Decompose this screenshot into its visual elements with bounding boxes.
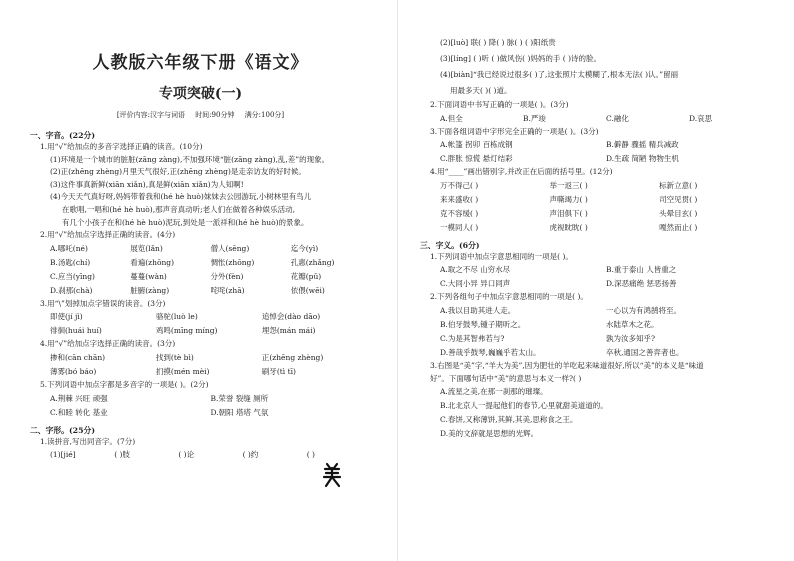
option: 卒秋,通国之善弈者也。 xyxy=(606,347,684,357)
option-row xyxy=(30,270,371,284)
option: B.僻静 骤摇 精兵减政 xyxy=(606,140,679,150)
option: 孔惠(zhǎng) xyxy=(290,257,335,267)
option: A.取之不尽 山穷水尽 xyxy=(440,265,511,275)
option: B.严竣 xyxy=(523,113,546,123)
option: C.大同小异 异口同声 xyxy=(440,279,511,289)
option: B.伯牙鼓琴,锺子期听之。 xyxy=(440,319,526,329)
question-line: 3.右图是“美”字,“羊大为美”,因为肥壮的羊吃起来味道很好,所以“美”的本义是“味道 xyxy=(430,360,704,370)
question-line: 好”。下面哪句话中“美”的意思与本义一样?( ) xyxy=(430,373,582,383)
option-row xyxy=(30,310,371,324)
option: ( )论 xyxy=(178,450,195,460)
question-line: (2)[luò] 联( ) 降( ) 脉( ) ( )阳纸贵 xyxy=(440,38,556,47)
question: 2.下列各组句子中加点字意思相同的一项是( )。 xyxy=(430,292,588,302)
option: D.深恶痛绝 惩恶扬善 xyxy=(606,279,677,289)
option: 克不容缓( ) xyxy=(440,208,479,218)
question-line: 在歌唱,一唱和(hé hè huò),那声音真动听;老人们在做着各种娱乐活动, xyxy=(62,204,296,214)
option-row xyxy=(430,332,772,346)
glyph-stroke xyxy=(332,477,339,486)
question: 2.用“√”给加点字选择正确的读音。(4分) xyxy=(40,230,176,240)
option: D.哀思 xyxy=(689,113,713,123)
option: 找到(tè bì) xyxy=(155,352,194,362)
question: 3.用“\”划掉加点字错误的读音。(3分) xyxy=(40,298,166,308)
option: C.融化 xyxy=(606,113,629,123)
option: 一模同人( ) xyxy=(440,222,479,232)
option: 举一返三( ) xyxy=(549,180,588,190)
option: B.北北京人一提起他们的春节,心里就甜美道道的。 xyxy=(440,401,608,411)
option: ( )约 xyxy=(242,450,259,460)
option: 水陆草木之花。 xyxy=(606,319,659,329)
option-row xyxy=(30,365,371,379)
option: 追悼会(dào dāo) xyxy=(261,312,321,322)
question-line: (3)这件事真新鲜(xiān xiǎn),真是鲜(xiān xiǎn)为人知啊! xyxy=(50,179,244,189)
mei-glyph-image xyxy=(322,462,342,488)
option: D.美的文辞就是思想的光辉。 xyxy=(440,429,539,439)
option: 惆怅(zhōng) xyxy=(210,257,255,267)
option-row xyxy=(430,193,772,207)
page-subtitle: 专项突破(一) xyxy=(158,86,243,102)
meta-content: [评价内容:汉字与词语 xyxy=(116,111,185,119)
option: C.应当(yīng) xyxy=(50,271,95,281)
option-row xyxy=(430,152,772,166)
option: A.流星之美,在那一刹那的璀璨。 xyxy=(440,387,548,397)
exam-meta xyxy=(30,110,371,120)
page-title: 人教版六年级下册《语文》 xyxy=(92,53,309,73)
section-heading: 三、字义。(6分) xyxy=(420,240,480,250)
option: D.朝阳 塔塔 气氛 xyxy=(210,407,269,417)
section-heading: 二、字形。(25分) xyxy=(30,425,96,435)
option-row xyxy=(30,392,371,406)
question-line: (4)[biàn]“我已经说过很多( )了,这张照片太模糊了,根本无法( )认。”留丽 xyxy=(440,70,679,79)
option-row xyxy=(430,318,772,332)
option-row xyxy=(430,179,772,193)
option: 即使(jí jì) xyxy=(50,312,83,322)
question-line: (3)[líng] ( )听 ( )做风伤( )妈妈的手 ( )诗的脸。 xyxy=(440,54,602,63)
option-row xyxy=(430,263,772,277)
right-page xyxy=(397,0,794,561)
option-row xyxy=(430,112,772,126)
option-row xyxy=(30,256,371,270)
option: 来来盛收( ) xyxy=(440,194,479,204)
question: 5.下列词语中加点字都是多音字的一项是( )。(2分) xyxy=(40,379,209,389)
option: 咤咤(zhā) xyxy=(210,285,245,295)
option: 鸡鸣(mīng míng) xyxy=(155,326,218,336)
option: D.刹那(chà) xyxy=(50,285,93,295)
option: A.哪吒(né) xyxy=(50,243,88,253)
option: A.帐篷 拐卯 百栋成钢 xyxy=(440,140,513,150)
option: ( ) xyxy=(306,450,315,460)
option: 僧人(sēng) xyxy=(210,243,250,253)
option: C.春饼,又称薄饼,其鲜,其美,思称食之王。 xyxy=(440,415,578,425)
section-heading: 一、字音。(22分) xyxy=(30,131,96,140)
option: 虎视眈眈( ) xyxy=(549,222,588,232)
question: 3.下面各组词语中字形完全正确的一项是( )。(3分) xyxy=(430,126,599,136)
option: 骆驼(luò le) xyxy=(155,312,198,322)
question-line: (2)正(zhēng zhèng)月里天气很好,正(zhēng zhèng)是走亲访友的好时候。 xyxy=(50,167,306,177)
option: 蔓蔓(wàn) xyxy=(130,271,167,281)
option: 薄雾(bó báo) xyxy=(50,366,97,376)
option: 扪摸(mén mèi) xyxy=(155,366,210,376)
question: 1.读拼音,写出同音字。(7分) xyxy=(40,436,136,446)
option: 头晕目玄( ) xyxy=(659,208,698,218)
glyph-stroke xyxy=(326,477,332,486)
question: 4.用“√”给加点字选择正确的读音。(3分) xyxy=(40,339,176,349)
mei-glyph-strokes xyxy=(324,464,340,486)
meta-score: 满分:100分] xyxy=(244,111,285,119)
option: 迄今(yì) xyxy=(290,243,319,253)
option-row xyxy=(30,284,371,298)
option: 徘徊(huái huí) xyxy=(50,326,102,336)
option: A.但全 xyxy=(440,113,463,123)
option: 嘎然而止( ) xyxy=(659,222,698,232)
question: 1.用“√”给加点的多音字选择正确的读音。(10分) xyxy=(40,142,203,151)
option: 花瓣(pǔ) xyxy=(290,271,322,281)
option: 标新立意( ) xyxy=(659,180,698,190)
option-row xyxy=(30,242,371,256)
question-line: 有几个小孩子在和(hé hè huò)泥玩,到处是一派祥和(hé hè huò)的景象。 xyxy=(62,217,309,227)
question: 4.用“____”画出错别字,并改正在后面的括号里。(12分) xyxy=(430,167,613,177)
option: 掺和(cān chān) xyxy=(50,352,106,362)
option: (1)[jié] xyxy=(50,450,76,460)
meta-time: 时间:90分钟 xyxy=(195,111,235,119)
option-row xyxy=(430,138,772,152)
option: 司空见贯( ) xyxy=(659,194,698,204)
option: C.胖胀 惊慌 悬灯结彩 xyxy=(440,154,513,164)
option: 依偎(wēi) xyxy=(290,285,325,295)
option: 脏腑(zàng) xyxy=(130,285,170,295)
option: 埋怨(mán mái) xyxy=(261,326,316,336)
option: B.重于泰山 人皆重之 xyxy=(606,265,677,275)
option: B.汤匙(chí) xyxy=(50,257,91,267)
option: 看遍(zhōng) xyxy=(130,257,175,267)
option-row xyxy=(430,221,772,235)
option-row xyxy=(30,324,371,338)
option: A.我以目助其进人走。 xyxy=(440,305,516,315)
option: 万不得己( ) xyxy=(440,180,479,190)
option: D.生疏 简陋 物物生机 xyxy=(606,154,679,164)
option: ( )肢 xyxy=(114,450,130,460)
option: 正(zhēng zhèng) xyxy=(261,352,324,362)
option: 展览(lǎn) xyxy=(130,243,163,253)
option: 一心以为有鸿鹄将至。 xyxy=(606,305,681,315)
option-row xyxy=(30,351,371,365)
option: 声泪俱下( ) xyxy=(549,208,588,218)
option: 声嘶竭力( ) xyxy=(549,194,588,204)
question-line: (1)环境是一个城市的脏脏(zāng zàng),不加强环境“脏(zāng zàng),乱,差”的现象。 xyxy=(50,154,330,164)
option-row xyxy=(30,448,371,462)
question: 2.下面词语中书写正确的一项是( )。(3分) xyxy=(430,100,569,109)
option: C.为是其智弗若与? xyxy=(440,333,505,343)
question-line: (4)今天天气真好呀,妈妈带着我和(hé hè huò)妹妹去公园游玩,小树林里有鸟儿 xyxy=(50,192,312,202)
option: D.善哉乎鼓琴,巍巍乎若太山。 xyxy=(440,347,541,357)
question: 1.下列词语中加点字意思相同的一项是( )。 xyxy=(430,251,573,261)
option: 孰为汝多知乎? xyxy=(606,333,656,343)
option-row xyxy=(430,277,772,291)
option-row xyxy=(430,207,772,221)
option: 刷牙(tì tī) xyxy=(261,366,296,376)
option: A.荆棘 兴旺 顽强 xyxy=(50,393,108,403)
option: 分外(fèn) xyxy=(210,271,244,281)
option-row xyxy=(430,346,772,360)
option-row xyxy=(430,304,772,318)
option: C.和睦 转化 基业 xyxy=(50,407,108,417)
question-line: 用最多天( )( )道。 xyxy=(450,86,512,95)
option: B.荣誉 裂缝 厕所 xyxy=(210,393,269,403)
option-row xyxy=(30,406,371,420)
